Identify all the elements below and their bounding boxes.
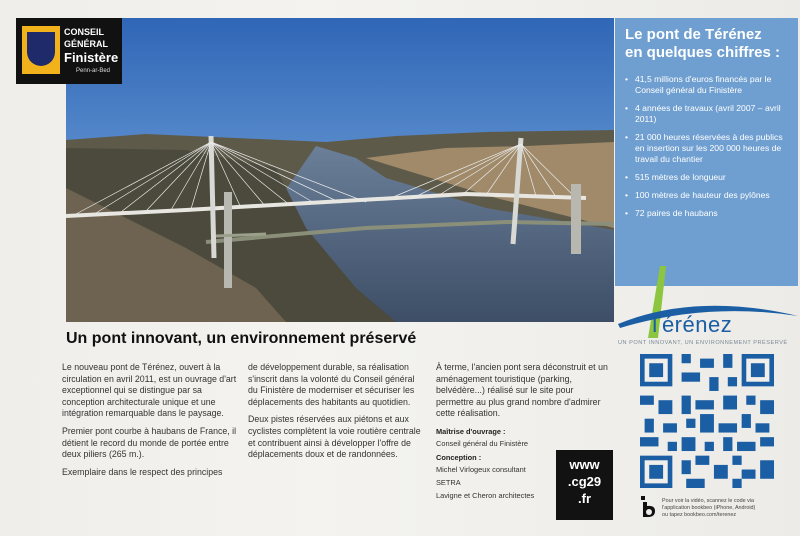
moa-label: Maîtrise d'ouvrage : bbox=[436, 426, 506, 436]
website-badge bbox=[556, 450, 613, 520]
web-line2: .cg29 bbox=[567, 474, 602, 489]
conseil-general-logo bbox=[16, 18, 122, 84]
fact-item: • 515 mètres de longueur bbox=[625, 172, 792, 183]
web-line3: .fr bbox=[578, 491, 591, 506]
facts-title-line1: Le pont de Térénez bbox=[625, 26, 762, 43]
fact-item: • 21 000 heures réservées à des publics en insertion sur les 200 000 heures de travail du chantier bbox=[625, 132, 792, 165]
conception-credit: Michel Virlogeux consultant bbox=[436, 464, 526, 474]
paragraph: de développement durable, sa réalisation s'inscrit dans la volonté du Conseil général du Finistère de moderniser et sécuriser les déplacements des habitants au quotidien. bbox=[248, 362, 415, 407]
fact-item: • 72 paires de haubans bbox=[625, 208, 792, 219]
text-column-1 bbox=[62, 362, 242, 484]
terenez-wordmark: Térénez bbox=[648, 312, 733, 337]
paragraph: Premier pont courbe à haubans de France, il détient le record du monde de portée entre deux piliers (265 m.). bbox=[62, 425, 237, 460]
fact-item: • 41,5 millions d'euros financés par le Conseil général du Finistère bbox=[625, 74, 792, 96]
fact-item: • 4 années de travaux (avril 2007 – avril 2011) bbox=[625, 103, 792, 125]
paragraph: Exemplaire dans le respect des principes bbox=[62, 466, 223, 477]
fact-item: • 100 mètres de hauteur des pylônes bbox=[625, 190, 792, 201]
bookbeo-line3: ou tapez bookbeo.com/terenez bbox=[662, 512, 737, 518]
facts-title-line2: en quelques chiffres : bbox=[625, 44, 781, 61]
facts-list bbox=[615, 74, 798, 226]
bridge-photo bbox=[66, 18, 614, 322]
qr-code-icon bbox=[640, 354, 774, 488]
bookbeo-logo-icon bbox=[640, 496, 658, 518]
logo-sub: Penn-ar-Bed bbox=[76, 68, 111, 74]
conception-credit: Lavigne et Cheron architectes bbox=[436, 490, 535, 500]
headline: Un pont innovant, un environnement préservé bbox=[66, 330, 417, 347]
logo-name: Finistère bbox=[64, 50, 119, 65]
web-line1: www bbox=[569, 457, 600, 472]
bookbeo-line1: Pour voir la vidéo, scannez le code via bbox=[662, 498, 754, 504]
lion-icon bbox=[27, 32, 55, 66]
paragraph: Deux pistes réservées aux piétons et aux cyclistes complètent la voie routière centrale et contribuent ainsi à développer l'offre de déplacements doux et de randonnées. bbox=[248, 414, 421, 460]
logo-line2: GÉNÉRAL bbox=[64, 39, 109, 49]
paragraph: Le nouveau pont de Térénez, ouvert à la circulation en avril 2011, est un ouvrage d'art exceptionnel qui se distingue par sa conception architecturale unique et une intégration remarquable dans le paysage. bbox=[62, 362, 237, 419]
paragraph: À terme, l'ancien pont sera déconstruit et un aménagement touristique (parking, belvédère...) réalisé sur le site pour permettre au plus grand nombre d'admirer cette réalisation. bbox=[436, 362, 608, 419]
moa-value: Conseil général du Finistère bbox=[436, 438, 529, 448]
facts-panel bbox=[615, 18, 798, 286]
facts-title bbox=[625, 26, 795, 62]
conception-credit: SETRA bbox=[436, 477, 461, 487]
logo-line1: CONSEIL bbox=[64, 27, 105, 37]
finistere-shield-icon bbox=[22, 26, 60, 74]
text-column-2 bbox=[248, 362, 426, 467]
terenez-tagline: UN PONT INNOVANT, UN ENVIRONNEMENT PRÉSERVÉ bbox=[618, 340, 788, 346]
bookbeo-line2: l'application bookbeo (iPhone, Android) bbox=[662, 505, 756, 511]
bookbeo-instructions bbox=[662, 498, 800, 519]
conception-label: Conception : bbox=[436, 452, 482, 462]
